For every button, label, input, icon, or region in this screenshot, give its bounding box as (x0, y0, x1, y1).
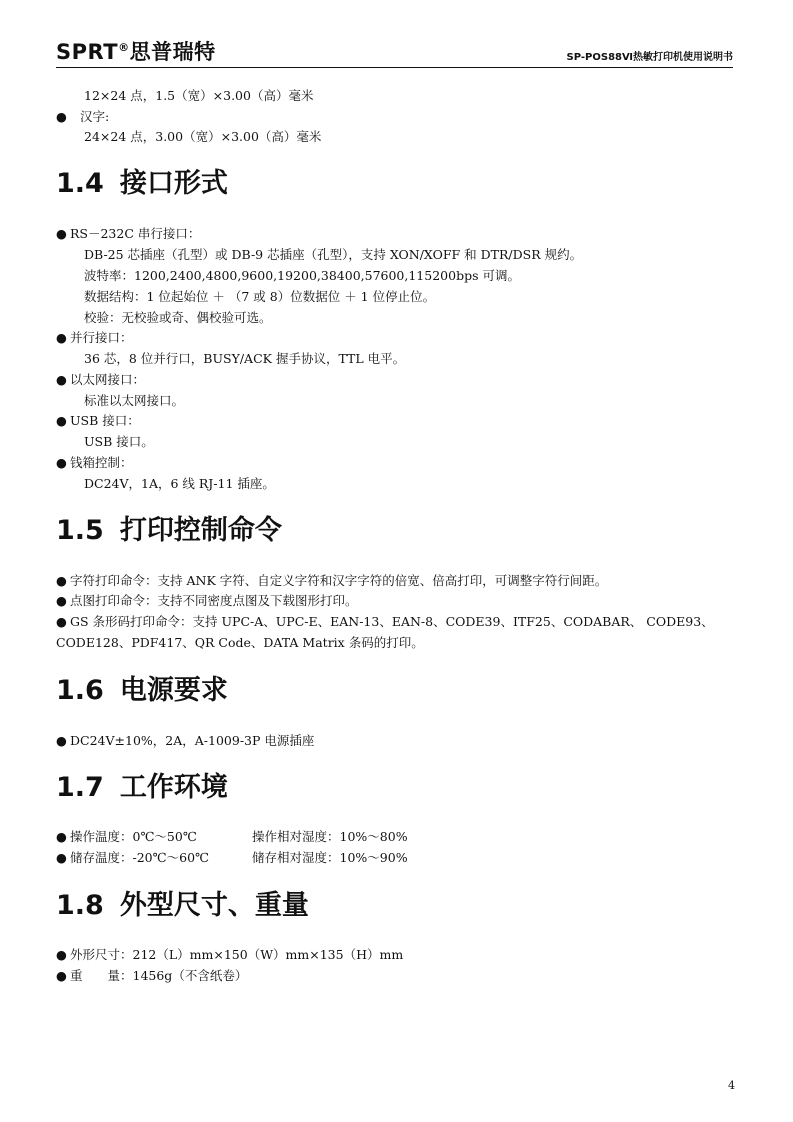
section-number: 1.6 (56, 675, 104, 706)
cash-drawer-item (56, 454, 133, 472)
logo-registered-mark: ® (118, 41, 130, 54)
bullet-icon: ● (56, 573, 67, 588)
barcode-print-item (56, 613, 714, 631)
manual-title: SP-POS88Ⅵ热敏打印机使用说明书 (566, 52, 733, 63)
storage-temperature: 储存温度：-20℃～60℃ (70, 850, 210, 865)
hanzi-label: 汉字: (79, 109, 110, 124)
section-number: 1.8 (56, 890, 104, 921)
dimensions-item (56, 946, 403, 964)
weight-item (56, 967, 247, 985)
bullet-icon: ● (56, 413, 67, 428)
page-number: 4 (728, 1079, 735, 1092)
parallel-label: 并行接口： (70, 330, 133, 345)
bullet-icon: ● (56, 947, 67, 962)
dimensions-text: 外形尺寸：212（L）mm×150（W）mm×135（H）mm (70, 947, 404, 962)
hanzi-item (56, 108, 109, 126)
usb-label: USB 接口： (70, 413, 140, 428)
cash-drawer-detail: DC24V，1A，6 线 RJ-11 插座。 (84, 476, 275, 491)
rs232-detail-3: 数据结构：1 位起始位 ＋ （7 或 8）位数据位 ＋ 1 位停止位。 (84, 289, 436, 304)
cash-drawer-label: 钱箱控制： (70, 455, 133, 470)
weight-text: 重 量：1456g（不含纸卷） (70, 968, 248, 983)
font-size-line-2: 24×24 点，3.00（宽）×3.00（高）毫米 (84, 129, 322, 144)
section-title: 外型尺寸、重量 (119, 890, 309, 921)
section-heading-1-4 (56, 167, 228, 201)
section-heading-1-6 (56, 674, 228, 708)
operating-humidity: 操作相对湿度：10%～80% (252, 829, 408, 844)
section-title: 电源要求 (119, 675, 228, 706)
storage-temperature-item (56, 849, 209, 867)
ethernet-item (56, 371, 145, 389)
rs232-label: RS－232C 串行接口： (70, 226, 201, 241)
operating-temperature: 操作温度：0℃～50℃ (70, 829, 197, 844)
section-number: 1.5 (56, 515, 104, 546)
bullet-icon: ● (56, 372, 67, 387)
header-rule (56, 67, 733, 68)
page-header (56, 36, 733, 68)
rs232-detail-1: DB-25 芯插座（孔型）或 DB-9 芯插座（孔型），支持 XON/XOFF 和 DTR/DSR 规约。 (84, 247, 583, 262)
section-number: 1.4 (56, 168, 104, 199)
power-text: DC24V±10%，2A，A-1009-3P 电源插座 (70, 733, 315, 748)
ethernet-label: 以太网接口： (70, 372, 146, 387)
parallel-item (56, 329, 133, 347)
section-heading-1-7 (56, 771, 228, 805)
operating-temperature-item (56, 828, 197, 846)
bullet-icon: ● (56, 968, 67, 983)
section-title: 打印控制命令 (119, 515, 282, 546)
char-print-item (56, 572, 607, 590)
rs232-item (56, 225, 200, 243)
ethernet-detail: 标准以太网接口。 (84, 393, 185, 408)
bullet-icon: ● (56, 829, 67, 844)
logo-text: SPRT (56, 40, 119, 64)
bullet-icon: ● (56, 593, 67, 608)
parallel-detail: 36 芯，8 位并行口，BUSY/ACK 握手协议，TTL 电平。 (84, 351, 406, 366)
char-print-text: 字符打印命令：支持 ANK 字符、自定义字符和汉字字符的倍宽、倍高打印，可调整字符行间距。 (70, 573, 608, 588)
bullet-icon: ● (56, 226, 67, 241)
bullet-icon: ● (56, 455, 67, 470)
font-size-line-1: 12×24 点，1.5（宽）×3.00（高）毫米 (84, 88, 314, 103)
section-heading-1-8 (56, 889, 309, 923)
storage-humidity: 储存相对湿度：10%～90% (252, 850, 408, 865)
rs232-detail-2: 波特率：1200,2400,4800,9600,19200,38400,57600,115200bps 可调。 (84, 268, 520, 283)
rs232-detail-4: 校验：无校验或奇、偶校验可选。 (84, 310, 272, 325)
section-number: 1.7 (56, 772, 104, 803)
power-item (56, 732, 314, 750)
section-title: 接口形式 (119, 168, 228, 199)
usb-detail: USB 接口。 (84, 434, 154, 449)
bullet-icon: ● (56, 614, 67, 629)
barcode-print-continued: CODE128、PDF417、QR Code、DATA Matrix 条码的打印。 (56, 635, 424, 650)
bitmap-print-text: 点图打印命令：支持不同密度点图及下载图形打印。 (70, 593, 358, 608)
bullet-icon: ● (56, 850, 67, 865)
usb-item (56, 412, 140, 430)
bullet-icon: ● (56, 330, 67, 345)
barcode-print-text: GS 条形码打印命令：支持 UPC-A、UPC-E、EAN-13、EAN-8、CODE39、ITF25、CODABAR、 CODE93、 (70, 614, 714, 629)
bullet-icon: ● (56, 733, 67, 748)
bullet-icon: ● (56, 109, 67, 124)
section-heading-1-5 (56, 514, 282, 548)
bitmap-print-item (56, 592, 358, 610)
sprt-logo (56, 36, 216, 66)
section-title: 工作环境 (119, 772, 228, 803)
logo-chinese-name: 思普瑞特 (129, 40, 216, 64)
